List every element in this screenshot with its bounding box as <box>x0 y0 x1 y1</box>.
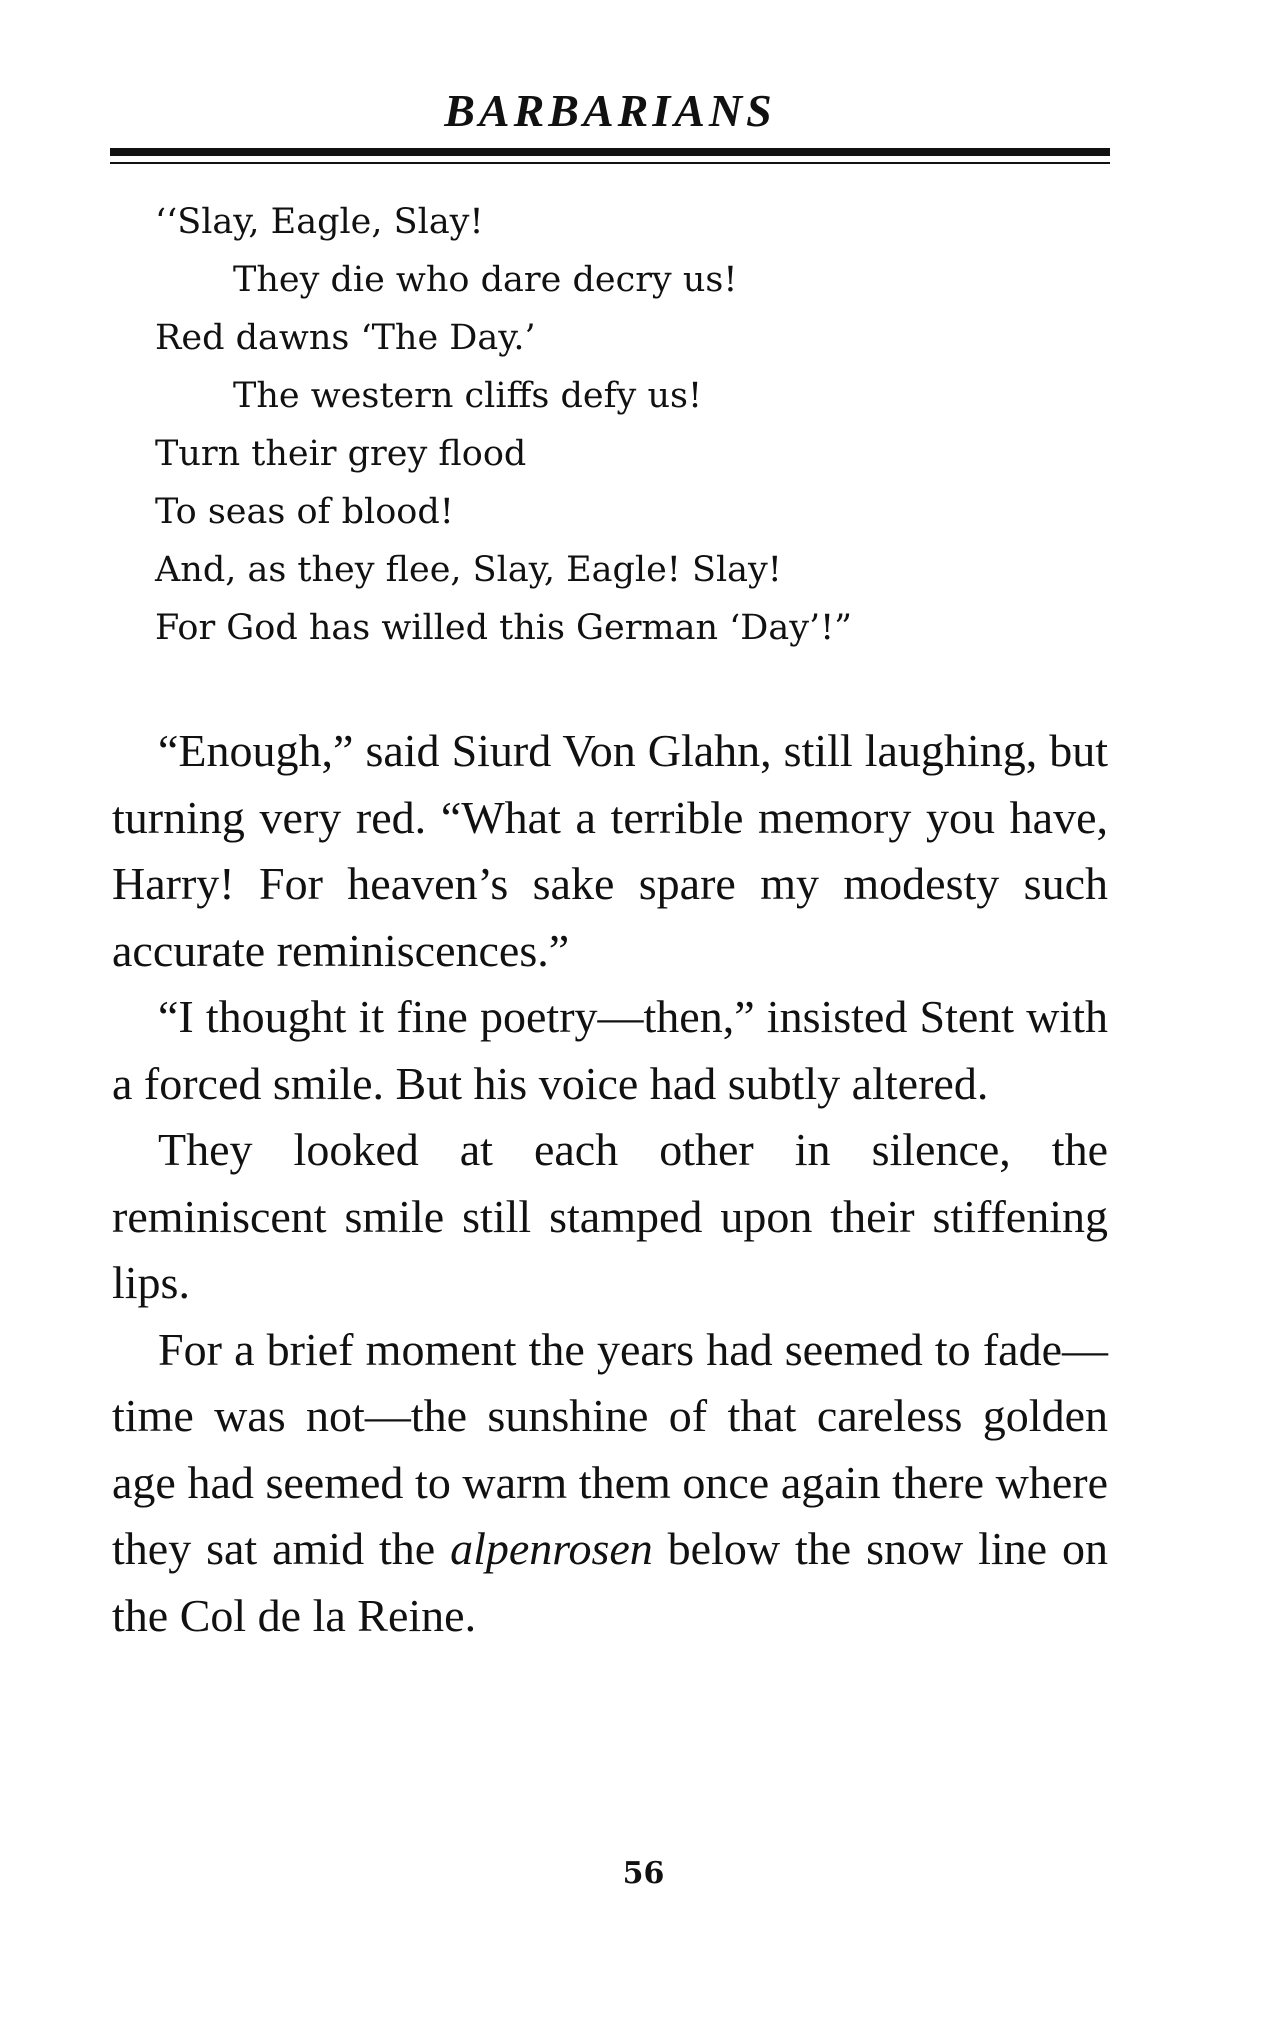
italic-term: alpenrosen <box>450 1523 653 1574</box>
poem-line: For God has willed this German ‘Day’!” <box>155 608 853 648</box>
poem-line: And, as they flee, Slay, Eagle! Slay! <box>155 550 782 590</box>
header-rule-thick <box>110 148 1110 156</box>
poem-line: The western cliffs defy us! <box>233 376 703 416</box>
paragraph <box>112 1317 1108 1650</box>
poem-line: Turn their grey flood <box>155 434 527 474</box>
paragraph-text: For a brief moment the years had seemed to fade—time was not—the sunshine of that careless golden age had seemed to warm them once again there where they sat amid the <box>112 1323 1108 1574</box>
paragraph: “Enough,” said Siurd Von Glahn, still laughing, but turning very red. “What a terrible memory you have, Harry! For heaven’s sake spare my modesty such accurate reminiscences.” <box>112 725 1108 976</box>
poem-line: To seas of blood! <box>155 492 454 532</box>
paragraph: “I thought it fine poetry—then,” insisted Stent with a forced smile. But his voice had subtly altered. <box>112 991 1108 1109</box>
prose-body <box>112 718 1108 1649</box>
running-head: BARBARIANS <box>444 85 776 136</box>
poem-stanza <box>150 193 1050 657</box>
paragraph-text: below the snow line on the Col de la Reine. <box>112 1523 1108 1641</box>
poem-line: ‘‘Slay, Eagle, Slay! <box>155 202 484 242</box>
header-rule-thin <box>110 162 1110 164</box>
paragraph: They looked at each other in silence, the reminiscent smile still stamped upon their stiffening lips. <box>112 1124 1108 1308</box>
poem-line: They die who dare decry us! <box>233 260 738 300</box>
poem-line: Red dawns ‘The Day.’ <box>155 318 536 358</box>
page-number: 56 <box>622 1856 665 1891</box>
